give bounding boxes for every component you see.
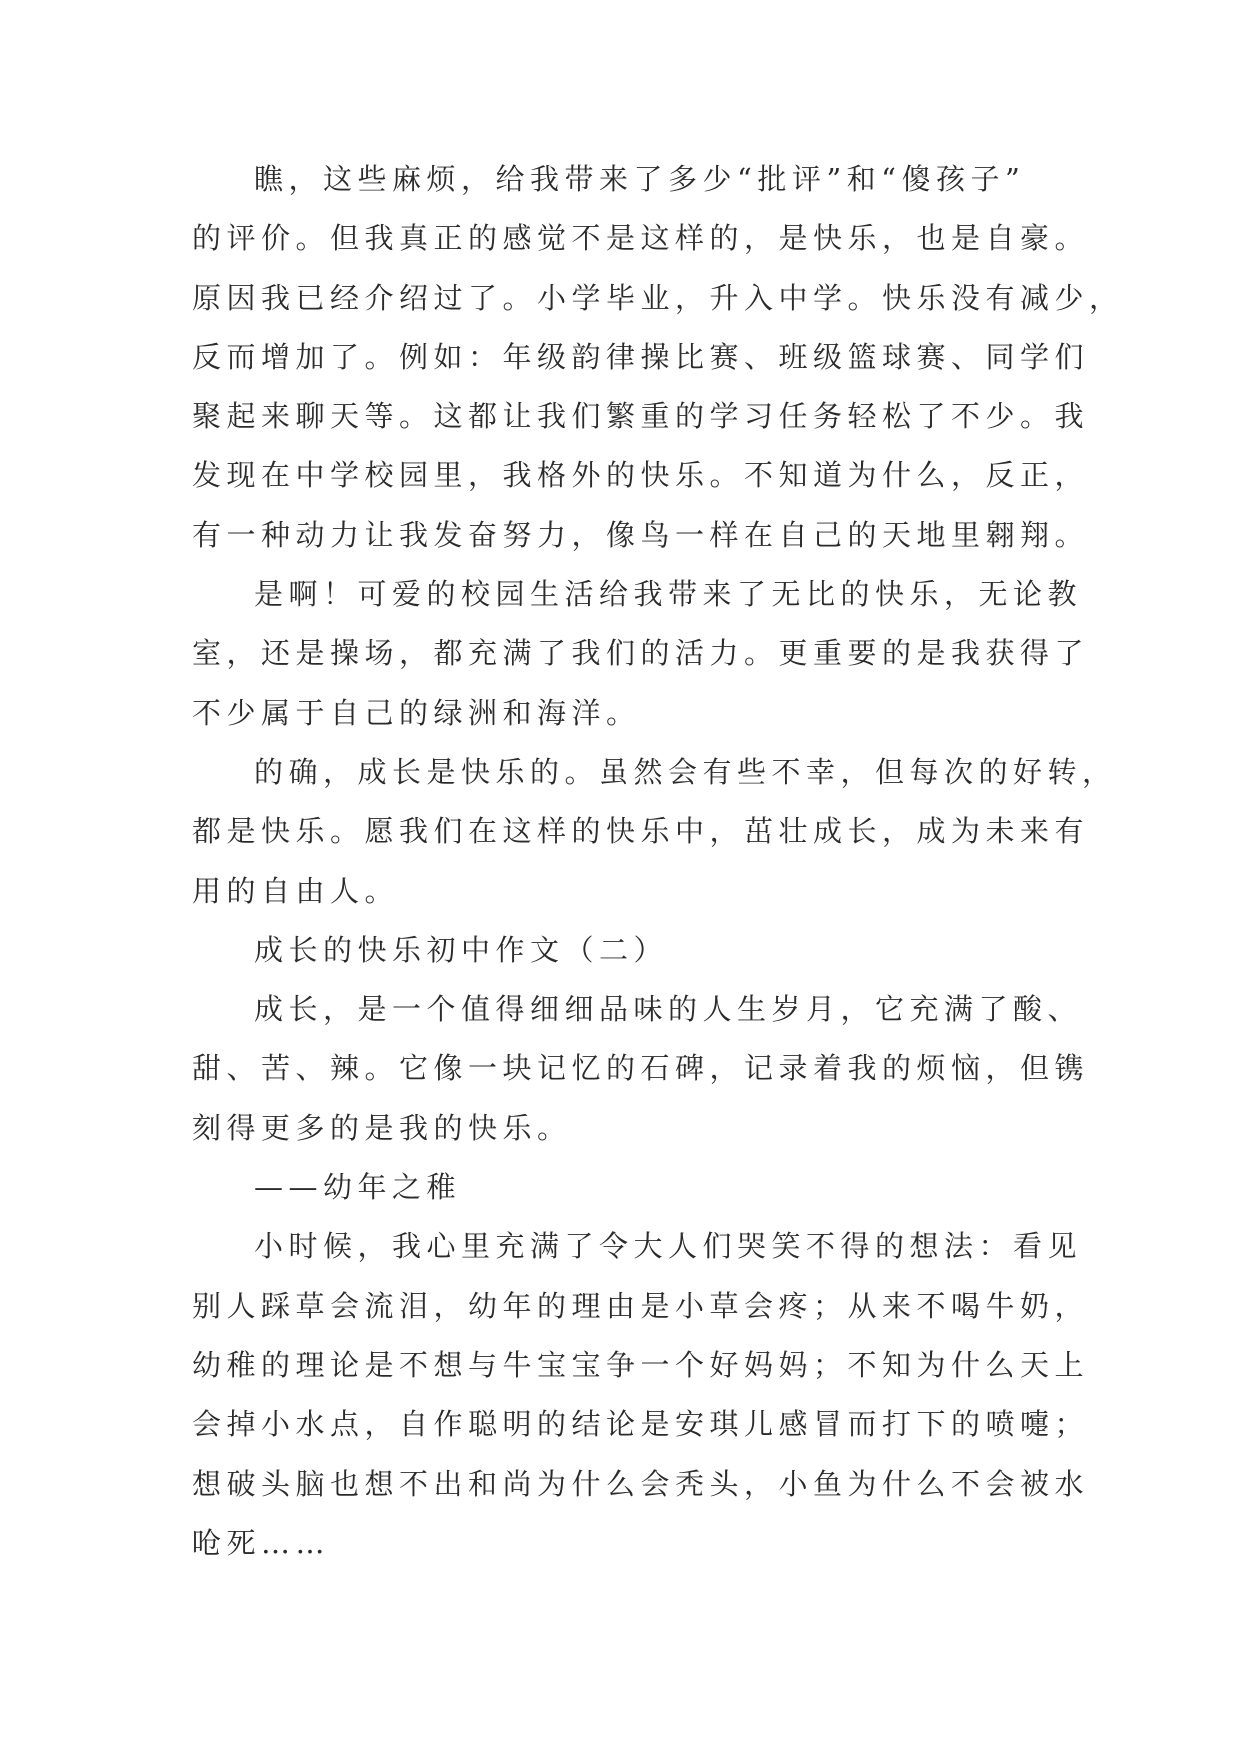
text-line: 想破头脑也想不出和尚为什么会秃头，小鱼为什么不会被水 [192,1466,1090,1501]
text-line: 的评价。但我真正的感觉不是这样的，是快乐，也是自豪。 [192,221,1090,256]
text-line: 会掉小水点，自作聪明的结论是安琪儿感冒而打下的喷嚏； [192,1407,1090,1442]
text-line: 用的自由人。 [192,873,400,908]
text-line: 幼稚的理论是不想与牛宝宝争一个好妈妈；不知为什么天上 [192,1347,1090,1382]
text-line: 成长，是一个值得细细品味的人生岁月，它充满了酸、 [254,992,1083,1027]
text-line: 甜、苦、辣。它像一块记忆的石碑，记录着我的烦恼，但镌 [192,1051,1090,1086]
text-line: 的确，成长是快乐的。虽然会有些不幸，但每次的好转， [254,754,1117,789]
text-line: 瞧，这些麻烦，给我带来了多少“批评”和“傻孩子” [254,162,1026,196]
text-line: 反而增加了。例如：年级韵律操比赛、班级篮球赛、同学们 [192,339,1090,374]
text-line: 别人踩草会流泪，幼年的理由是小草会疼；从来不喝牛奶， [192,1288,1090,1323]
text-line: 小时候，我心里充满了令大人们哭笑不得的想法：看见 [254,1229,1083,1264]
text-line: 呛死…… [192,1525,331,1560]
section-heading: 成长的快乐初中作文（二） [254,932,669,967]
essay-body [192,150,1124,1573]
text-line: 发现在中学校园里，我格外的快乐。不知道为什么，反正， [192,458,1090,493]
text-line: 室，还是操场，都充满了我们的活力。更重要的是我获得了 [192,636,1090,671]
text-line: 聚起来聊天等。这都让我们繁重的学习任务轻松了不少。我 [192,399,1090,434]
text-line: 是啊！可爱的校园生活给我带来了无比的快乐，无论教 [254,577,1083,612]
text-line: 原因我已经介绍过了。小学毕业，升入中学。快乐没有减少， [192,280,1124,315]
subheading: ——幼年之稚 [254,1170,462,1205]
text-line: 有一种动力让我发奋努力，像鸟一样在自己的天地里翱翔。 [192,517,1090,552]
text-line: 都是快乐。愿我们在这样的快乐中，茁壮成长，成为未来有 [192,814,1090,849]
text-line: 刻得更多的是我的快乐。 [192,1110,572,1145]
text-line: 不少属于自己的绿洲和海洋。 [192,695,641,730]
